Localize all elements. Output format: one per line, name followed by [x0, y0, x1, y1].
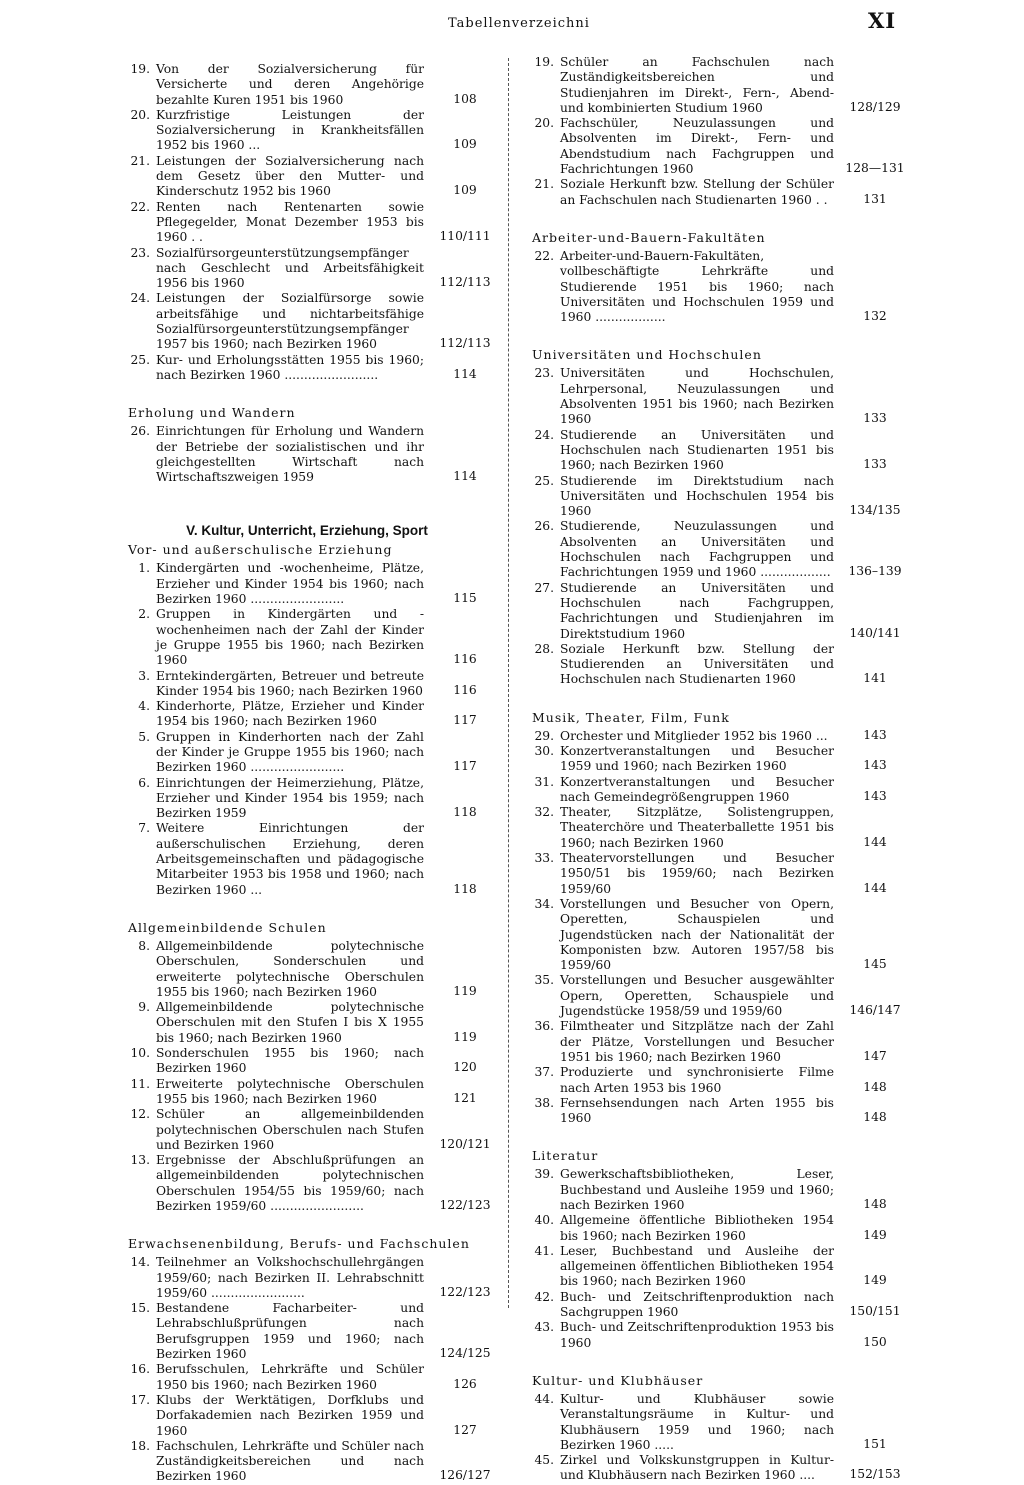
entry-title: Orchester und Mitglieder 1952 bis 1960 ... — [560, 728, 828, 743]
entry-title: Gruppen in Kinderhorten nach der Zahl der Kinder je Gruppe 1955 bis 1960; nach Bezirken 1960 ........................ — [156, 729, 424, 775]
toc-entry[interactable] — [118, 353, 496, 384]
entry-title: Kurzfristige Leistungen der Sozialversicherung in Krankheitsfällen 1952 bis 1960 ... — [156, 107, 424, 153]
entry-page[interactable]: 151 — [863, 1436, 887, 1451]
section-heading: Erholung und Wandern — [128, 405, 296, 421]
toc-entry[interactable] — [522, 1392, 906, 1453]
toc-entry[interactable] — [522, 1096, 906, 1127]
entry-page[interactable]: 149 — [863, 1227, 887, 1242]
toc-entry[interactable] — [522, 897, 906, 973]
entry-title: Theatervorstellungen und Besucher 1950/51 bis 1959/60; nach Bezirken 1959/60 — [560, 851, 834, 896]
entry-title: Allgemeinbildende polytechnische Oberschulen mit den Stufen I bis X 1955 bis 1960; nach Bezirken 1960 — [156, 1000, 424, 1045]
toc-entry[interactable] — [522, 116, 906, 177]
entry-title: Studierende, Neuzulassungen und Absolventen an Universitäten und Hochschulen nach Fachgruppen und Fachrichtungen 1959 und 1960 .................. — [560, 519, 834, 580]
entry-title: Kultur- und Klubhäuser sowie Veranstaltungsräume in Kultur- und Klubhäusern 1959 und 1960; nach Bezirken 1960 ..... — [560, 1391, 834, 1452]
entry-title: Fachschüler, Neuzulassungen und Absolventen im Direkt-, Fern- und Abendstudium nach Fachgruppen und Fachrichtungen 1960 — [560, 116, 834, 177]
entry-number: 8. — [138, 938, 150, 953]
entry-title: Studierende im Direktstudium nach Universitäten und Hochschulen 1954 bis 1960 — [560, 473, 834, 519]
entry-title: Einrichtungen für Erholung und Wandern der Betriebe der sozialistischen und ihr gleichgestellten Wirtschaft nach Wirtschaftszweigen 1959 — [156, 424, 424, 485]
toc-entry[interactable] — [118, 291, 496, 352]
entry-title: Berufsschulen, Lehrkräfte und Schüler 1950 bis 1960; nach Bezirken 1960 — [156, 1362, 424, 1392]
entry-page[interactable]: 128—131 — [845, 161, 905, 176]
toc-entry[interactable] — [118, 1255, 496, 1301]
entry-page[interactable]: 143 — [863, 788, 887, 803]
entry-number: 9. — [138, 1000, 150, 1015]
entry-title: Einrichtungen der Heimerziehung, Plätze, Erzieher und Kinder 1954 bis 1959; nach Bezirken 1959 — [156, 775, 424, 821]
toc-entry[interactable] — [118, 1000, 496, 1046]
toc-entry[interactable] — [522, 1453, 906, 1484]
toc-entry[interactable] — [118, 669, 496, 700]
toc-entry[interactable] — [522, 1213, 906, 1244]
entry-number: 23. — [130, 245, 150, 260]
toc-entry[interactable] — [118, 776, 496, 822]
entry-title: Soziale Herkunft bzw. Stellung der Studierenden an Universitäten und Hochschulen nach Studienarten 1960 — [560, 641, 834, 687]
toc-entry[interactable] — [522, 805, 906, 851]
entry-page[interactable]: 126/127 — [439, 1468, 491, 1483]
entry-page[interactable]: 120 — [453, 1060, 477, 1075]
entry-page[interactable]: 136–139 — [848, 564, 902, 579]
toc-entry[interactable] — [522, 249, 906, 325]
entry-title: Zirkel und Volkskunstgruppen in Kultur- und Klubhäusern nach Bezirken 1960 .... — [560, 1453, 834, 1483]
entry-title: Erweiterte polytechnische Oberschulen 1955 bis 1960; nach Bezirken 1960 — [156, 1076, 424, 1106]
entry-title: Fernsehsendungen nach Arten 1955 bis 1960 — [560, 1095, 834, 1126]
entry-title: Vorstellungen und Besucher von Opern, Operetten, Schauspielen und Jugendstücken nach der Nationalität der Komponisten bzw. Autoren 1957/58 bis 1959/60 — [560, 896, 834, 973]
toc-entry[interactable] — [522, 973, 906, 1019]
toc-entry[interactable] — [118, 424, 496, 485]
toc-entry[interactable] — [118, 1107, 496, 1153]
section-heading: Erwachsenenbildung, Berufs- und Fachschulen — [128, 1236, 470, 1252]
entry-page[interactable]: 112/113 — [439, 275, 491, 290]
entry-page[interactable]: 148 — [863, 1110, 887, 1125]
toc-entry[interactable] — [118, 108, 496, 154]
toc-entry[interactable] — [118, 62, 496, 108]
entry-page[interactable]: 112/113 — [439, 336, 491, 351]
toc-entry[interactable] — [522, 366, 906, 427]
entry-page[interactable]: 121 — [453, 1090, 477, 1105]
entry-number: 26. — [534, 519, 554, 534]
entry-page[interactable]: 109 — [453, 137, 477, 152]
entry-number: 30. — [534, 743, 554, 758]
entry-number: 37. — [534, 1065, 554, 1080]
entry-page[interactable]: 108 — [453, 91, 477, 106]
entry-page[interactable]: 119 — [453, 983, 477, 998]
entry-number: 1. — [138, 561, 150, 576]
toc-entry[interactable] — [118, 561, 496, 607]
entry-page[interactable]: 119 — [453, 1029, 477, 1044]
entry-title: Kur- und Erholungsstätten 1955 bis 1960; nach Bezirken 1960 ........................ — [156, 352, 424, 382]
entry-page[interactable]: 115 — [453, 591, 477, 606]
entry-page[interactable]: 124/125 — [439, 1346, 491, 1361]
entry-title: Schüler an allgemeinbildenden polytechnischen Oberschulen nach Stufen und Bezirken 1960 — [156, 1107, 424, 1152]
entry-page[interactable]: 144 — [863, 880, 887, 895]
entry-page[interactable]: 131 — [863, 191, 887, 206]
entry-title: Allgemeine öffentliche Bibliotheken 1954 bis 1960; nach Bezirken 1960 — [560, 1213, 834, 1243]
entry-page[interactable]: 147 — [863, 1048, 887, 1063]
entry-page[interactable]: 117 — [453, 713, 477, 728]
entry-page[interactable]: 126 — [453, 1376, 477, 1391]
entry-number: 20. — [534, 116, 554, 131]
toc-entry[interactable] — [522, 428, 906, 474]
entry-number: 40. — [534, 1213, 554, 1228]
entry-page[interactable]: 114 — [453, 469, 477, 484]
entry-title: Bestandene Facharbeiter- und Lehrabschlußprüfungen nach Berufsgruppen 1959 und 1960; nach Bezirken 1960 — [156, 1301, 424, 1362]
section-heading: Literatur — [532, 1148, 599, 1164]
entry-title: Erntekindergärten, Betreuer und betreute Kinder 1954 bis 1960; nach Bezirken 1960 — [156, 668, 424, 698]
entry-page[interactable]: 109 — [453, 183, 477, 198]
entry-page[interactable]: 134/135 — [849, 503, 901, 518]
toc-entry[interactable] — [522, 581, 906, 642]
entry-number: 12. — [130, 1107, 150, 1122]
toc-entry[interactable] — [118, 1393, 496, 1439]
entry-page[interactable]: 110/111 — [439, 229, 491, 244]
entry-number: 13. — [130, 1153, 150, 1168]
entry-number: 23. — [534, 366, 554, 381]
entry-title: Konzertveranstaltungen und Besucher 1959 und 1960; nach Bezirken 1960 — [560, 743, 834, 774]
entry-page[interactable]: 143 — [863, 758, 887, 773]
toc-entry[interactable] — [118, 821, 496, 897]
entry-title: Studierende an Universitäten und Hochschulen nach Fachgruppen, Fachrichtungen und Studienjahren im Direktstudium 1960 — [560, 580, 834, 641]
entry-title: Renten nach Rentenarten sowie Pflegegelder, Monat Dezember 1953 bis 1960 . . — [156, 199, 424, 245]
entry-number: 19. — [130, 62, 150, 76]
toc-entry[interactable] — [522, 1290, 906, 1321]
entry-number: 19. — [534, 55, 554, 69]
entry-number: 21. — [130, 153, 150, 168]
entry-page[interactable]: 141 — [863, 671, 887, 686]
entry-title: Buch- und Zeitschriftenproduktion 1953 bis 1960 — [560, 1320, 834, 1350]
entry-page[interactable]: 114 — [453, 366, 477, 381]
toc-entry[interactable] — [522, 177, 906, 208]
toc-entry[interactable] — [118, 1439, 496, 1485]
part-heading: V. Kultur, Unterricht, Erziehung, Sport — [186, 523, 428, 539]
entry-number: 39. — [534, 1167, 554, 1182]
entry-number: 24. — [130, 291, 150, 306]
toc-entry[interactable] — [522, 519, 906, 580]
entry-number: 11. — [130, 1076, 150, 1091]
toc-entry[interactable] — [118, 730, 496, 776]
entry-title: Vorstellungen und Besucher ausgewählter Opern, Operetten, Schauspiele und Jugendstücke 1958/59 und 1959/60 — [560, 973, 834, 1019]
section-heading: Musik, Theater, Film, Funk — [532, 709, 730, 725]
entry-title: Sozialfürsorgeunterstützungsempfänger nach Geschlecht und Arbeitsfähigkeit 1956 bis 1960 — [156, 245, 424, 291]
entry-title: Konzertveranstaltungen und Besucher nach Gemeindegrößengruppen 1960 — [560, 774, 834, 804]
entry-number: 33. — [534, 851, 554, 866]
entry-title: Leistungen der Sozialversicherung nach dem Gesetz über den Mutter- und Kinderschutz 1952 bis 1960 — [156, 153, 424, 199]
toc-entry[interactable] — [522, 642, 906, 688]
entry-title: Leser, Buchbestand und Ausleihe der allgemeinen öffentlichen Bibliotheken 1954 bis 1960; nach Bezirken 1960 — [560, 1243, 834, 1289]
toc-entry[interactable] — [522, 744, 906, 775]
entry-number: 10. — [130, 1046, 150, 1061]
entry-page[interactable]: 118 — [453, 881, 477, 896]
section-heading: Allgemeinbildende Schulen — [128, 919, 327, 935]
entry-number: 3. — [138, 668, 150, 683]
right-column — [522, 55, 906, 1484]
entry-title: Gruppen in Kindergärten und -wochenheimen nach der Zahl der Kinder je Gruppe 1955 bis 1960; nach Bezirken 1960 — [156, 607, 424, 668]
entry-page[interactable]: 140/141 — [849, 625, 901, 640]
entry-number: 21. — [534, 177, 554, 192]
toc-entry[interactable] — [522, 1167, 906, 1213]
entry-number: 29. — [534, 728, 554, 743]
toc-entry[interactable] — [522, 775, 906, 806]
entry-title: Von der Sozialversicherung für Versicherte und deren Angehörige bezahlte Kuren 1951 bis 1960 — [156, 62, 424, 107]
entry-number: 26. — [130, 424, 150, 439]
entry-number: 6. — [138, 775, 150, 790]
entry-title: Allgemeinbildende polytechnische Oberschulen, Sonderschulen und erweiterte polytechnische Oberschulen 1955 bis 1960; nach Bezirken 1960 — [156, 938, 424, 999]
section-heading: Universitäten und Hochschulen — [532, 347, 762, 363]
entry-number: 2. — [138, 607, 150, 622]
entry-number: 34. — [534, 896, 554, 911]
toc-entry[interactable] — [522, 474, 906, 520]
entry-title: Weitere Einrichtungen der außerschulischen Erziehung, deren Arbeitsgemeinschaften und pädagogische Mitarbeiter 1953 bis 1958 und 1960; nach Bezirken 1960 ... — [156, 821, 424, 897]
entry-number: 41. — [534, 1243, 554, 1258]
entry-page[interactable]: 120/121 — [439, 1136, 491, 1151]
entry-number: 42. — [534, 1289, 554, 1304]
entry-title: Teilnehmer an Volkshochschullehrgängen 1959/60; nach Bezirken II. Lehrabschnitt 1959/60 ........................ — [156, 1255, 424, 1300]
entry-number: 5. — [138, 729, 150, 744]
entry-title: Kindergärten und -wochenheime, Plätze, Erzieher und Kinder 1954 bis 1960; nach Bezirken 1960 ........................ — [156, 561, 424, 607]
toc-entry[interactable] — [118, 1362, 496, 1393]
entry-page[interactable]: 148 — [863, 1079, 887, 1094]
toc-entry[interactable] — [522, 1065, 906, 1096]
entry-title: Gewerkschaftsbibliotheken, Leser, Buchbestand und Ausleihe 1959 und 1960; nach Bezirken 1960 — [560, 1167, 834, 1212]
entry-number: 38. — [534, 1095, 554, 1110]
toc-entry[interactable] — [118, 1046, 496, 1077]
section-heading: Kultur- und Klubhäuser — [532, 1372, 704, 1388]
entry-page[interactable]: 128/129 — [849, 99, 901, 114]
toc-entry[interactable] — [118, 1153, 496, 1214]
entry-page[interactable]: 144 — [863, 834, 887, 849]
entry-page[interactable]: 122/123 — [439, 1198, 491, 1212]
entry-page[interactable]: 127 — [453, 1422, 477, 1437]
entry-number: 43. — [534, 1320, 554, 1335]
entry-number: 27. — [534, 580, 554, 595]
entry-page[interactable]: 122/123 — [439, 1284, 491, 1299]
toc-entry[interactable] — [522, 55, 906, 116]
entry-number: 14. — [130, 1255, 150, 1270]
toc-entry[interactable] — [118, 1301, 496, 1362]
entry-number: 31. — [534, 774, 554, 789]
entry-page[interactable]: 143 — [863, 727, 887, 742]
entry-number: 32. — [534, 805, 554, 820]
column-divider — [508, 58, 509, 1308]
entry-title: Soziale Herkunft bzw. Stellung der Schüler an Fachschulen nach Studienarten 1960 . . — [560, 177, 834, 207]
running-header: Tabellenverzeichni — [448, 16, 590, 31]
entry-title: Theater, Sitzplätze, Solistengruppen, Theaterchöre und Theaterballette 1951 bis 1960; nach Bezirken 1960 — [560, 805, 834, 850]
toc-entry[interactable] — [522, 1320, 906, 1351]
entry-page[interactable]: 133 — [863, 457, 887, 472]
entry-number: 28. — [534, 641, 554, 656]
section-heading: Arbeiter-und-Bauern-Fakultäten — [532, 229, 766, 245]
toc-entry[interactable] — [522, 729, 906, 744]
toc-entry[interactable] — [118, 607, 496, 668]
entry-page[interactable]: 152/153 — [849, 1467, 901, 1482]
entry-page[interactable]: 149 — [863, 1273, 887, 1288]
toc-entry[interactable] — [522, 1244, 906, 1290]
toc-entry[interactable] — [118, 939, 496, 1000]
entry-title: Leistungen der Sozialfürsorge sowie arbeitsfähige und nichtarbeitsfähige Sozialfürsorgeunterstützungsempfänger 1957 bis 1960; nach Bezirken 1960 — [156, 291, 424, 352]
entry-number: 25. — [534, 473, 554, 488]
entry-page[interactable]: 150/151 — [849, 1304, 901, 1319]
entry-page[interactable]: 146/147 — [849, 1003, 901, 1018]
entry-title: Fachschulen, Lehrkräfte und Schüler nach Zuständigkeitsbereichen und nach Bezirken 1960 — [156, 1438, 424, 1484]
toc-entry[interactable] — [118, 699, 496, 730]
entry-page[interactable]: 118 — [453, 805, 477, 820]
entry-title: Studierende an Universitäten und Hochschulen nach Studienarten 1951 bis 1960; nach Bezirken 1960 — [560, 427, 834, 473]
entry-page[interactable]: 148 — [863, 1197, 887, 1211]
entry-title: Produzierte und synchronisierte Filme nach Arten 1953 bis 1960 — [560, 1065, 834, 1095]
entry-number: 24. — [534, 427, 554, 442]
entry-number: 22. — [534, 248, 554, 263]
entry-number: 7. — [138, 821, 150, 836]
entry-title: Filmtheater und Sitzplätze nach der Zahl der Plätze, Vorstellungen und Besucher 1951 bis 1960; nach Bezirken 1960 — [560, 1019, 834, 1064]
entry-number: 15. — [130, 1301, 150, 1316]
entry-number: 17. — [130, 1392, 150, 1407]
entry-title: Schüler an Fachschulen nach Zuständigkeitsbereichen und Studienjahren im Direkt-, Fern-, Abend- und kombinierten Studium 1960 — [560, 55, 834, 115]
entry-page[interactable]: 132 — [863, 309, 887, 324]
entry-number: 4. — [138, 699, 150, 714]
entry-title: Ergebnisse der Abschlußprüfungen an allgemeinbildenden polytechnischen Oberschulen 1954/55 bis 1959/60; nach Bezirken 1959/60 ........................ — [156, 1153, 424, 1213]
page-number: XI — [868, 8, 897, 33]
entry-title: Sonderschulen 1955 bis 1960; nach Bezirken 1960 — [156, 1046, 424, 1076]
entry-number: 36. — [534, 1019, 554, 1034]
entry-number: 45. — [534, 1453, 554, 1468]
entry-title: Arbeiter-und-Bauern-Fakultäten, vollbeschäftigte Lehrkräfte und Studierende 1951 bis 1960; nach Universitäten und Hochschulen 1959 und 1960 .................. — [560, 248, 834, 325]
left-column — [118, 62, 496, 1485]
entry-page[interactable]: 133 — [863, 411, 887, 426]
toc-entry[interactable] — [522, 851, 906, 897]
entry-title: Kinderhorte, Plätze, Erzieher und Kinder 1954 bis 1960; nach Bezirken 1960 — [156, 699, 424, 729]
entry-number: 18. — [130, 1438, 150, 1453]
entry-page[interactable]: 117 — [453, 759, 477, 774]
section-heading: Vor- und außerschulische Erziehung — [128, 542, 393, 558]
entry-number: 16. — [130, 1362, 150, 1377]
entry-number: 35. — [534, 973, 554, 988]
entry-title: Klubs der Werktätigen, Dorfklubs und Dorfakademien nach Bezirken 1959 und 1960 — [156, 1392, 424, 1438]
entry-page[interactable]: 116 — [453, 652, 477, 667]
entry-page[interactable]: 116 — [453, 682, 477, 697]
entry-page[interactable]: 145 — [863, 957, 887, 972]
entry-title: Buch- und Zeitschriftenproduktion nach Sachgruppen 1960 — [560, 1289, 834, 1320]
entry-number: 25. — [130, 352, 150, 367]
entry-title: Universitäten und Hochschulen, Lehrpersonal, Neuzulassungen und Absolventen 1951 bis 1960; nach Bezirken 1960 — [560, 366, 834, 427]
toc-entry[interactable] — [118, 1077, 496, 1108]
entry-number: 44. — [534, 1391, 554, 1406]
entry-page[interactable]: 150 — [863, 1334, 887, 1349]
toc-entry[interactable] — [118, 246, 496, 292]
entry-number: 22. — [130, 199, 150, 214]
toc-entry[interactable] — [118, 154, 496, 200]
toc-entry[interactable] — [118, 200, 496, 246]
toc-entry[interactable] — [522, 1019, 906, 1065]
entry-number: 20. — [130, 107, 150, 122]
